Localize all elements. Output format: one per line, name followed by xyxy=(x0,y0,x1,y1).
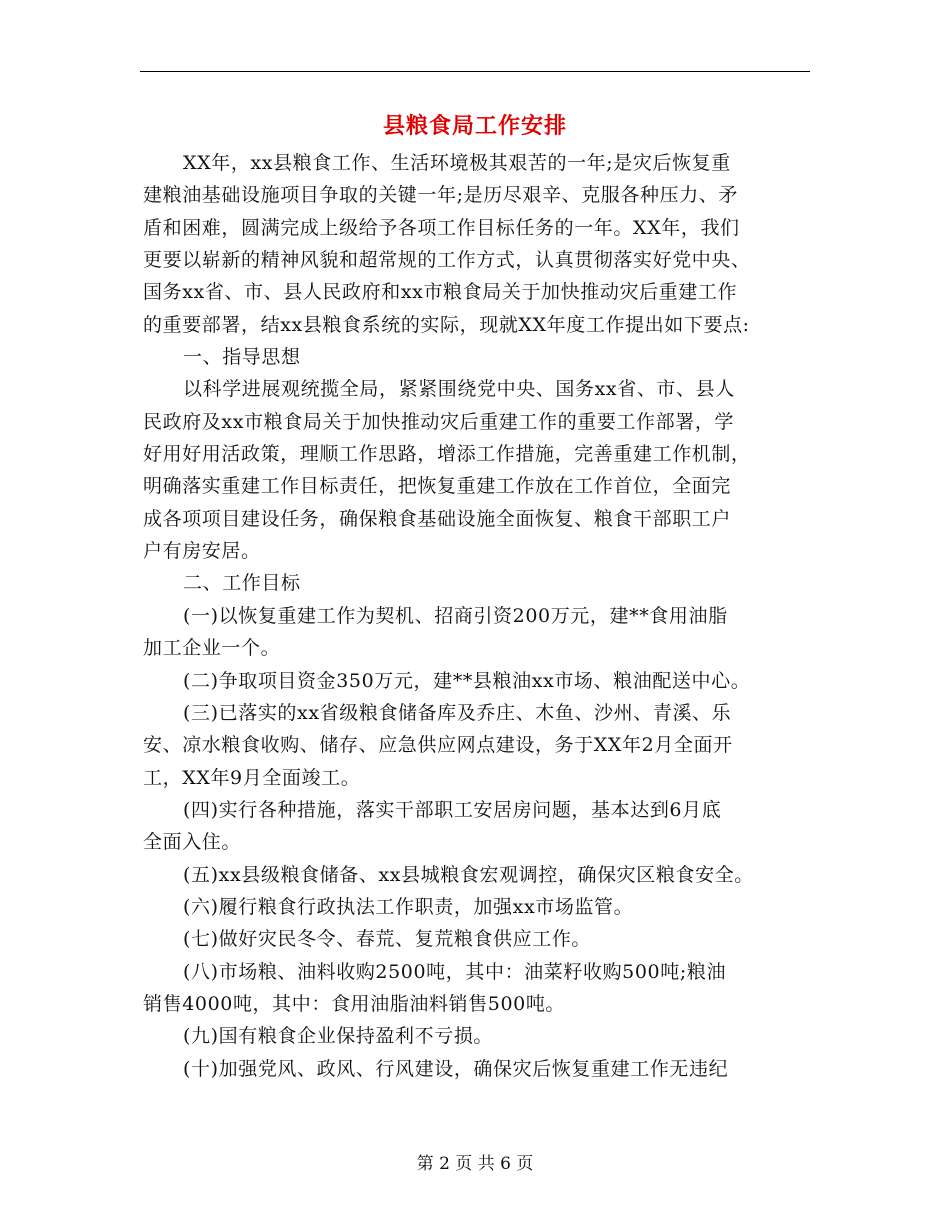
body-line: 的重要部署，结xx县粮食系统的实际，现就XX年度工作提出如下要点: xyxy=(143,313,750,336)
list-item: (二)争取项目资金350万元，建**县粮油xx市场、粮油配送中心。 xyxy=(183,669,751,692)
list-item-continuation: 安、凉水粮食收购、储存、应急供应网点建设，务于XX年2月全面开 xyxy=(143,734,733,757)
body-line: 国务xx省、市、县人民政府和xx市粮食局关于加快推动灾后重建工作 xyxy=(143,281,738,304)
page-number: 第 2 页 共 6 页 xyxy=(416,1154,534,1174)
body-line: 建粮油基础设施项目争取的关键一年;是历尽艰辛、克服各种压力、矛 xyxy=(143,184,739,207)
list-item-continuation: 加工企业一个。 xyxy=(143,637,281,660)
list-item: (六)履行粮食行政执法工作职责，加强xx市场监管。 xyxy=(183,895,634,918)
list-item: (五)xx县级粮食储备、xx县城粮食宏观调控，确保灾区粮食安全。 xyxy=(183,863,754,886)
section-heading: 二、工作目标 xyxy=(183,572,301,595)
body-line: 户有房安居。 xyxy=(143,540,261,563)
body-line: 民政府及xx市粮食局关于加快推动灾后重建工作的重要工作部署，学 xyxy=(143,410,735,433)
list-item: (九)国有粮食企业保持盈利不亏损。 xyxy=(183,1025,494,1048)
body-line: XX年，xx县粮食工作、生活环境极其艰苦的一年;是灾后恢复重 xyxy=(183,152,731,174)
document-body xyxy=(143,147,833,1085)
list-item: (七)做好灾民冬令、春荒、复荒粮食供应工作。 xyxy=(183,928,592,951)
list-item: (八)市场粮、油料收购2500吨，其中：油菜籽收购500吨;粮油 xyxy=(183,960,727,983)
body-line: 明确落实重建工作目标责任，把恢复重建工作放在工作首位，全面完 xyxy=(143,475,732,498)
list-item: (一)以恢复重建工作为契机、招商引资200万元，建**食用油脂 xyxy=(183,604,728,627)
list-item-continuation: 销售4000吨，其中：食用油脂油料销售500吨。 xyxy=(143,992,566,1015)
body-line: 成各项项目建设任务，确保粮食基础设施全面恢复、粮食干部职工户 xyxy=(143,507,732,530)
section-heading: 一、指导思想 xyxy=(183,346,301,369)
body-line: 更要以崭新的精神风貌和超常规的工作方式，认真贯彻落实好党中央、 xyxy=(143,249,751,272)
document-title: 县粮食局工作安排 xyxy=(382,113,567,139)
list-item-continuation: 全面入住。 xyxy=(143,831,242,854)
list-item: (十)加强党风、政风、行风建设，确保灾后恢复重建工作无违纪 xyxy=(183,1057,729,1080)
list-item-continuation: 工，XX年9月全面竣工。 xyxy=(143,766,361,789)
body-line: 以科学进展观统揽全局，紧紧围绕党中央、国务xx省、市、县人 xyxy=(183,378,735,401)
header-rule xyxy=(140,71,810,72)
body-line: 盾和困难，圆满完成上级给予各项工作目标任务的一年。XX年，我们 xyxy=(143,216,740,239)
list-item: (四)实行各种措施，落实干部职工安居房问题，基本达到6月底 xyxy=(183,798,722,821)
body-line: 好用好用活政策，理顺工作思路，增添工作措施，完善重建工作机制， xyxy=(143,443,751,466)
list-item: (三)已落实的xx省级粮食储备库及乔庄、木鱼、沙州、青溪、乐 xyxy=(183,701,732,724)
